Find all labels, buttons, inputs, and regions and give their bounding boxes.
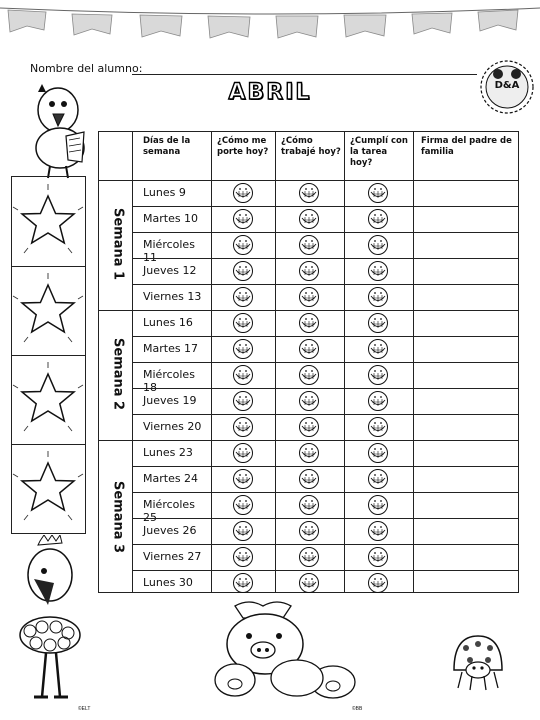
row-divider (132, 414, 518, 415)
row-divider (132, 388, 518, 389)
row-divider (132, 336, 518, 337)
smiley-face-icon[interactable] (298, 312, 320, 334)
smiley-face-icon[interactable] (367, 182, 389, 204)
smiley-face-icon[interactable] (298, 494, 320, 516)
smiley-face-icon[interactable] (367, 286, 389, 308)
day-label: Viernes 20 (143, 420, 202, 433)
day-label: Miércoles 11 (143, 238, 195, 264)
smiley-face-icon[interactable] (298, 286, 320, 308)
page-title: ABRIL (228, 80, 312, 105)
logo-text: D&A (494, 80, 520, 91)
smiley-face-icon[interactable] (232, 182, 254, 204)
smiley-face-icon[interactable] (367, 468, 389, 490)
row-divider (132, 232, 518, 233)
smiley-face-icon[interactable] (232, 208, 254, 230)
row-divider (132, 206, 518, 207)
smiley-face-icon[interactable] (367, 390, 389, 412)
pigs-icon (205, 598, 365, 704)
smiley-face-icon[interactable] (232, 520, 254, 542)
row-divider (99, 440, 518, 441)
day-label: Martes 24 (143, 472, 199, 485)
smiley-face-icon[interactable] (367, 572, 389, 594)
smiley-face-icon[interactable] (298, 416, 320, 438)
smiley-face-icon[interactable] (298, 546, 320, 568)
smiley-face-icon[interactable] (367, 208, 389, 230)
smiley-face-icon[interactable] (232, 494, 254, 516)
smiley-face-icon[interactable] (298, 390, 320, 412)
row-divider (132, 258, 518, 259)
header-work: ¿Cómo trabajé hoy? (281, 136, 341, 157)
behavior-table (98, 131, 519, 593)
smiley-face-icon[interactable] (367, 260, 389, 282)
day-label: Jueves 19 (143, 394, 197, 407)
pennant-flags-icon (0, 0, 540, 50)
smiley-face-icon[interactable] (232, 260, 254, 282)
smiley-face-icon[interactable] (232, 572, 254, 594)
day-label: Jueves 12 (143, 264, 197, 277)
week-label-1: Semana 1 (110, 207, 126, 281)
header-homework: ¿Cumplí con la tarea hoy? (350, 136, 408, 168)
day-label: Martes 10 (143, 212, 199, 225)
smiley-face-icon[interactable] (298, 572, 320, 594)
day-label: Miércoles 18 (143, 368, 195, 394)
header-parent-signature: Firma del padre de familia (421, 136, 512, 157)
smiley-face-icon[interactable] (232, 234, 254, 256)
credit-right: ©BB (352, 706, 363, 712)
credit-left: ©ELT (78, 706, 91, 712)
header-behavior: ¿Cómo me porte hoy? (217, 136, 269, 157)
smiley-face-icon[interactable] (367, 442, 389, 464)
day-label: Jueves 26 (143, 524, 197, 537)
smiley-face-icon[interactable] (232, 442, 254, 464)
smiley-face-icon[interactable] (367, 364, 389, 386)
smiley-face-icon[interactable] (232, 546, 254, 568)
row-divider (132, 492, 518, 493)
smiley-face-icon[interactable] (298, 442, 320, 464)
day-label: Lunes 30 (143, 576, 193, 589)
row-divider (132, 544, 518, 545)
day-label: Lunes 16 (143, 316, 193, 329)
day-label: Lunes 23 (143, 446, 193, 459)
smiley-face-icon[interactable] (367, 416, 389, 438)
smiley-face-icon[interactable] (367, 520, 389, 542)
smiley-face-icon[interactable] (298, 338, 320, 360)
smiley-face-icon[interactable] (232, 364, 254, 386)
smiley-face-icon[interactable] (367, 546, 389, 568)
week-label-2: Semana 2 (110, 337, 126, 411)
smiley-face-icon[interactable] (298, 182, 320, 204)
smiley-face-icon[interactable] (232, 338, 254, 360)
row-divider (132, 362, 518, 363)
smiley-face-icon[interactable] (367, 338, 389, 360)
smiley-face-icon[interactable] (298, 468, 320, 490)
student-name-label: Nombre del alumno: (30, 62, 143, 75)
smiley-face-icon[interactable] (298, 364, 320, 386)
smiley-face-icon[interactable] (298, 260, 320, 282)
day-label: Lunes 9 (143, 186, 186, 199)
smiley-face-icon[interactable] (232, 390, 254, 412)
day-label: Viernes 27 (143, 550, 202, 563)
smiley-face-icon[interactable] (367, 494, 389, 516)
row-divider (132, 284, 518, 285)
header-days: Días de la semana (143, 136, 191, 157)
smiley-face-icon[interactable] (298, 520, 320, 542)
student-name-line[interactable] (132, 74, 477, 75)
week-label-3: Semana 3 (110, 480, 126, 554)
ostrich-icon (8, 535, 90, 705)
day-label: Viernes 13 (143, 290, 202, 303)
bird-icon (22, 82, 94, 180)
smiley-face-icon[interactable] (232, 416, 254, 438)
day-label: Miércoles 25 (143, 498, 195, 524)
smiley-face-icon[interactable] (367, 312, 389, 334)
smiley-face-icon[interactable] (232, 286, 254, 308)
star-icon (11, 176, 86, 534)
smiley-face-icon[interactable] (232, 312, 254, 334)
row-divider (99, 180, 518, 181)
row-divider (99, 310, 518, 311)
row-divider (132, 518, 518, 519)
day-label: Martes 17 (143, 342, 199, 355)
smiley-face-icon[interactable] (298, 234, 320, 256)
row-divider (132, 466, 518, 467)
smiley-face-icon[interactable] (298, 208, 320, 230)
row-divider (132, 570, 518, 571)
smiley-face-icon[interactable] (232, 468, 254, 490)
smiley-face-icon[interactable] (367, 234, 389, 256)
ladybug-icon (448, 630, 506, 692)
